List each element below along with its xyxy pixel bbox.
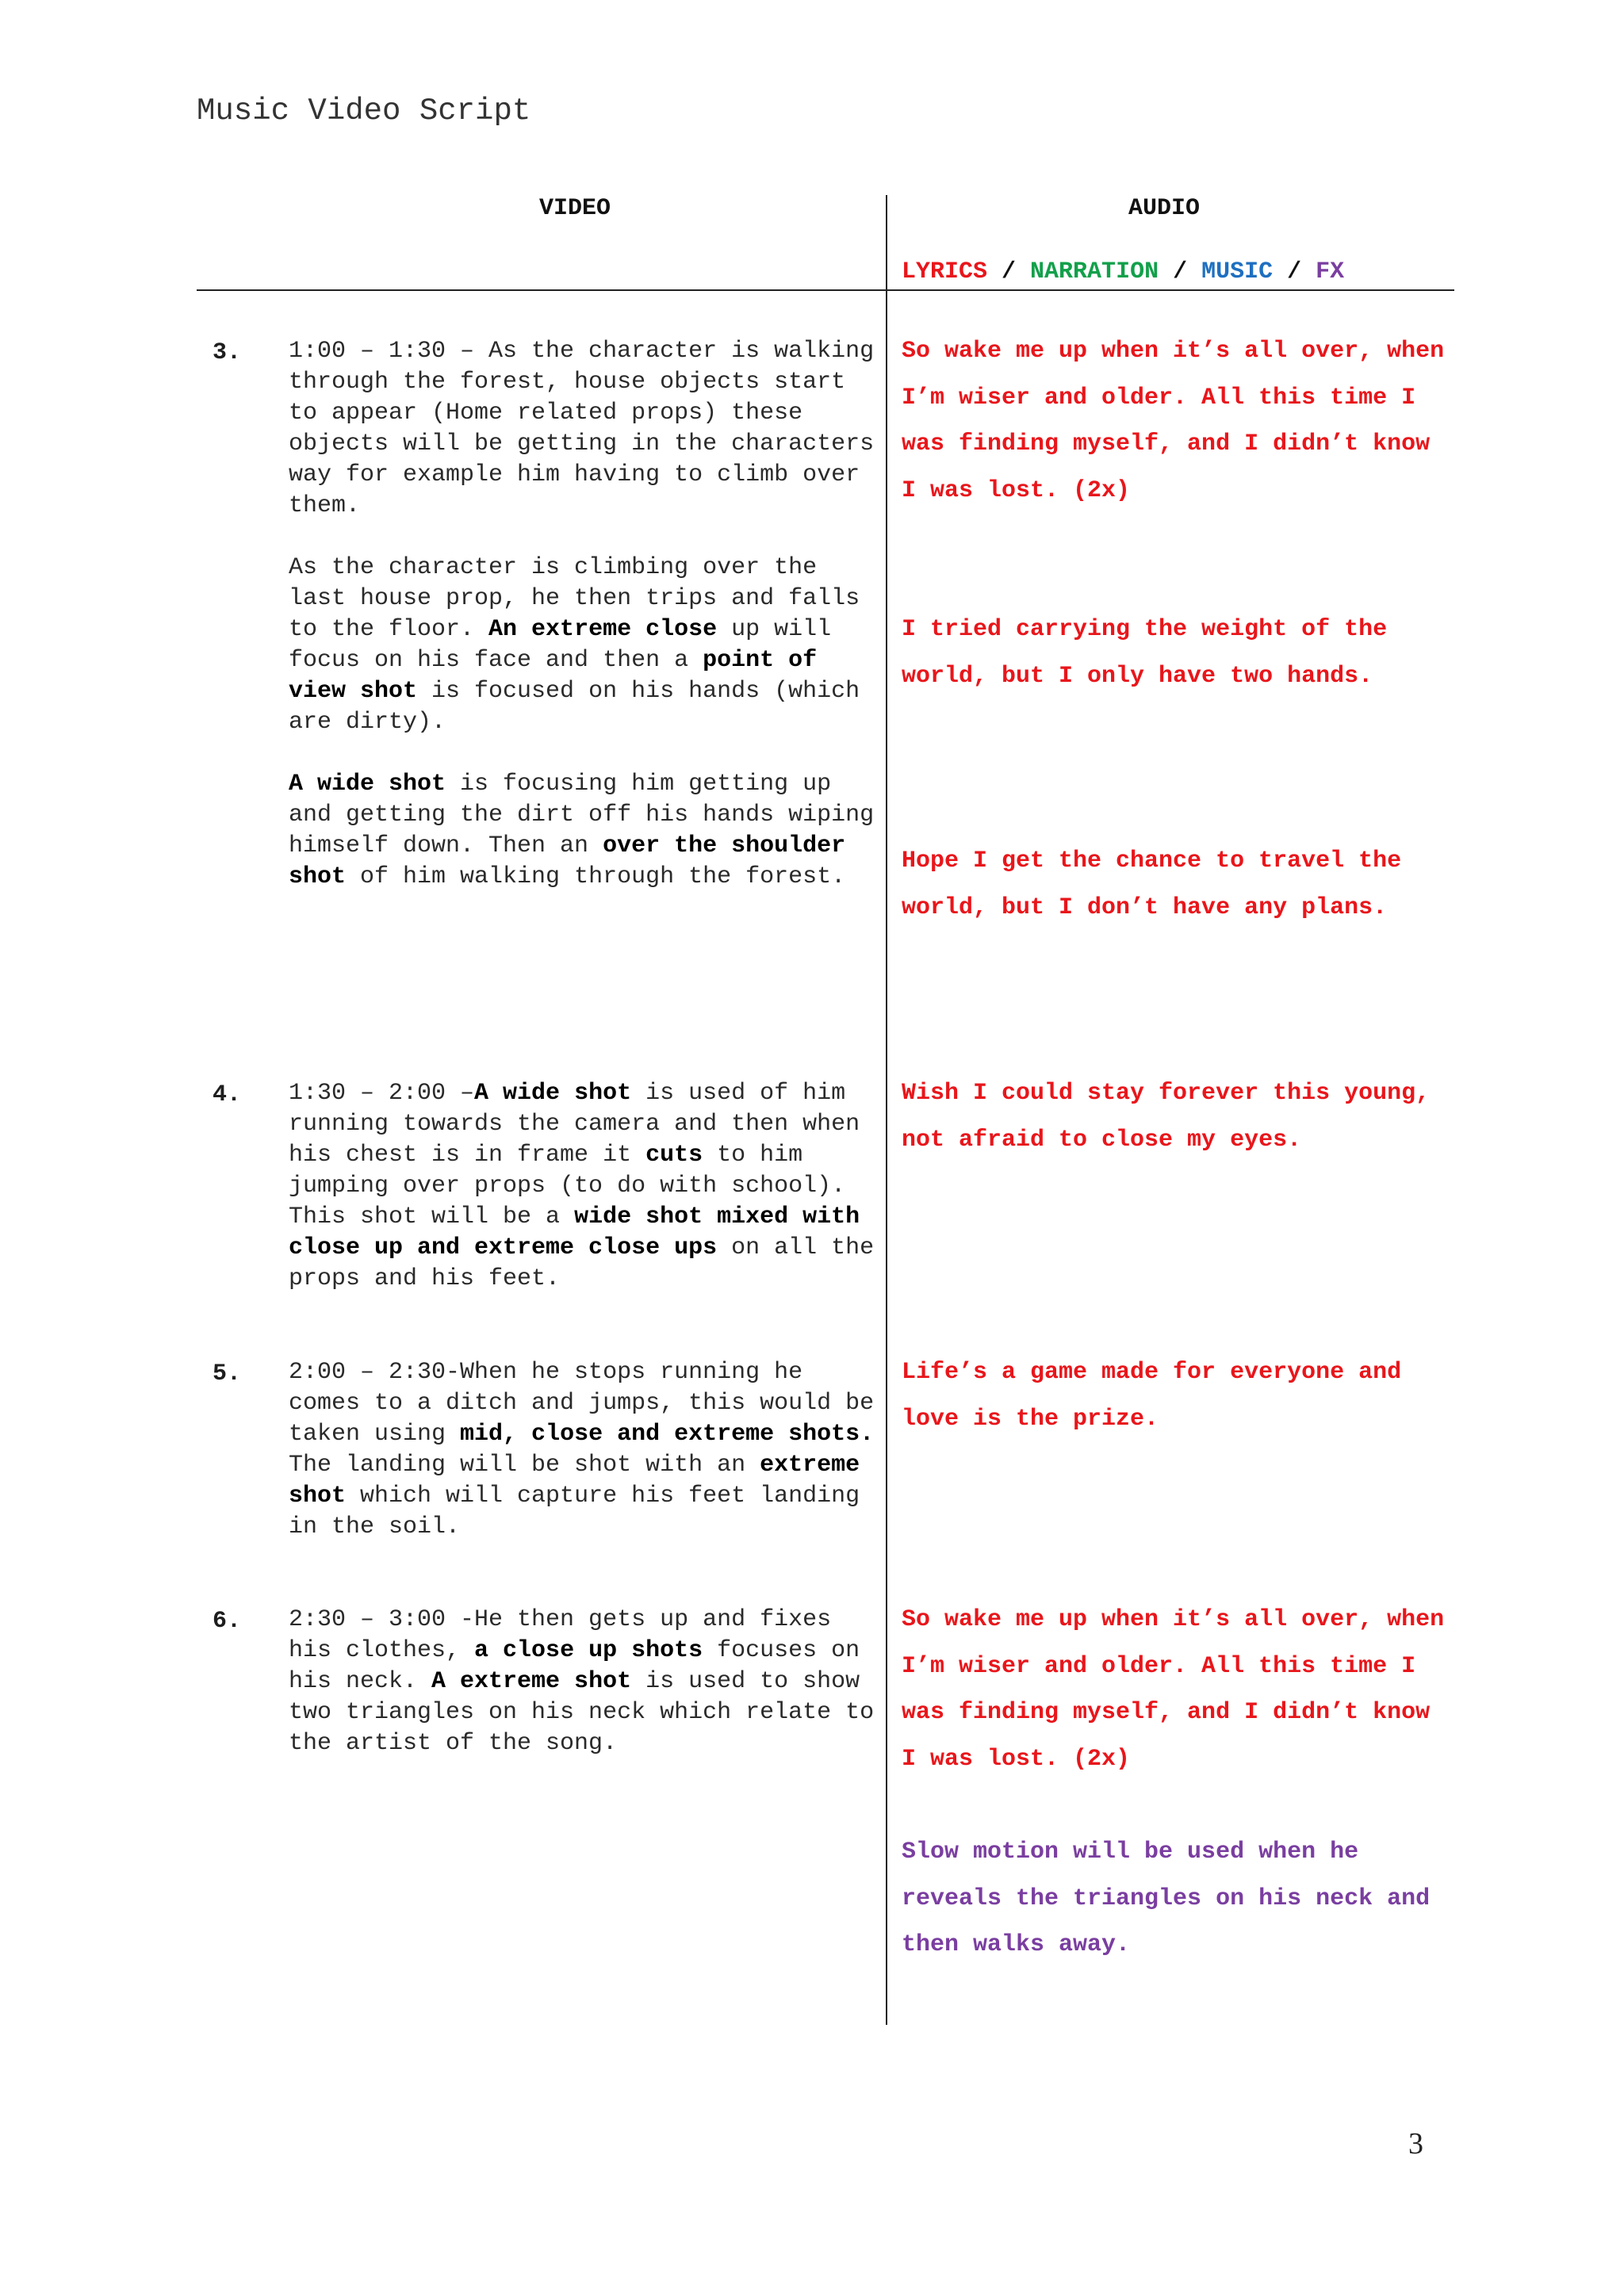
- scene-video-description: [289, 1605, 875, 1790]
- video-paragraph: As the character is climbing over the last house prop, he then trips and falls to the floor. An extreme close up will focus on his face and then a point of view shot is focused on his hands (which are dirty).: [289, 554, 860, 736]
- legend-separator: /: [1159, 258, 1202, 285]
- legend-lyrics: LYRICS: [902, 258, 988, 285]
- scene-video-description: [289, 1078, 875, 1326]
- audio-legend: [902, 258, 1344, 285]
- scene-audio-lyrics: So wake me up when it’s all over, when I’m wiser and older. All this time I was finding myself, and I didn’t know I was lost. (2x): [902, 1606, 1445, 1773]
- page-header: Music Video Script: [197, 94, 531, 128]
- video-paragraph: 2:30 – 3:00 -He then gets up and fixes his clothes, a close up shots focuses on his neck. A extreme shot is used to show two triangles on his neck which relate to the artist of the song.: [289, 1606, 875, 1757]
- scene-audio-lyrics: Wish I could stay forever this young, not afraid to close my eyes.: [902, 1080, 1431, 1154]
- page-number: 3: [1408, 2127, 1423, 2160]
- video-paragraph: 1:30 – 2:00 –A wide shot is used of him running towards the camera and then when his chest is in frame it cuts to him jumping over props (to do with school). This shot will be a wide shot mixed with close up and extreme close ups on all the props and his feet.: [289, 1080, 875, 1292]
- scene-number: 3.: [213, 339, 242, 366]
- scene-video-description: [289, 1357, 875, 1574]
- scene-audio-lyrics: I tried carrying the weight of the world, but I only have two hands.: [902, 616, 1388, 690]
- legend-fx: FX: [1316, 258, 1345, 285]
- scene-audio-lyrics: Life’s a game made for everyone and love is the prize.: [902, 1359, 1402, 1433]
- video-column-heading: VIDEO: [539, 195, 611, 222]
- scene-video-description: [289, 336, 875, 924]
- scene-audio-lyrics: Hope I get the chance to travel the world, but I don’t have any plans.: [902, 848, 1402, 921]
- column-divider: [886, 195, 887, 2025]
- video-paragraph: A wide shot is focusing him getting up and getting the dirt off his hands wiping himself down. Then an over the shoulder shot of him walking through the forest.: [289, 771, 875, 890]
- scene-number: 5.: [213, 1360, 242, 1387]
- scene-number: 4.: [213, 1081, 242, 1108]
- video-paragraph: 2:00 – 2:30-When he stops running he comes to a ditch and jumps, this would be taken using mid, close and extreme shots. The landing will be shot with an extreme shot which will capture his feet landing in the soil.: [289, 1359, 875, 1540]
- legend-narration: NARRATION: [1030, 258, 1159, 285]
- header-divider: [197, 289, 1454, 291]
- scene-audio-lyrics: So wake me up when it’s all over, when I’m wiser and older. All this time I was finding myself, and I didn’t know I was lost. (2x): [902, 338, 1445, 504]
- legend-separator: /: [987, 258, 1031, 285]
- legend-music: MUSIC: [1201, 258, 1274, 285]
- audio-column-heading: AUDIO: [1128, 195, 1201, 222]
- legend-separator: /: [1273, 258, 1316, 285]
- scene-audio-fx: Slow motion will be used when he reveals the triangles on his neck and then walks away.: [902, 1839, 1431, 1958]
- video-paragraph: 1:00 – 1:30 – As the character is walking through the forest, house objects start to appear (Home related props) these objects will be getting in the characters way for example him having to climb over them.: [289, 338, 875, 519]
- scene-number: 6.: [213, 1608, 242, 1635]
